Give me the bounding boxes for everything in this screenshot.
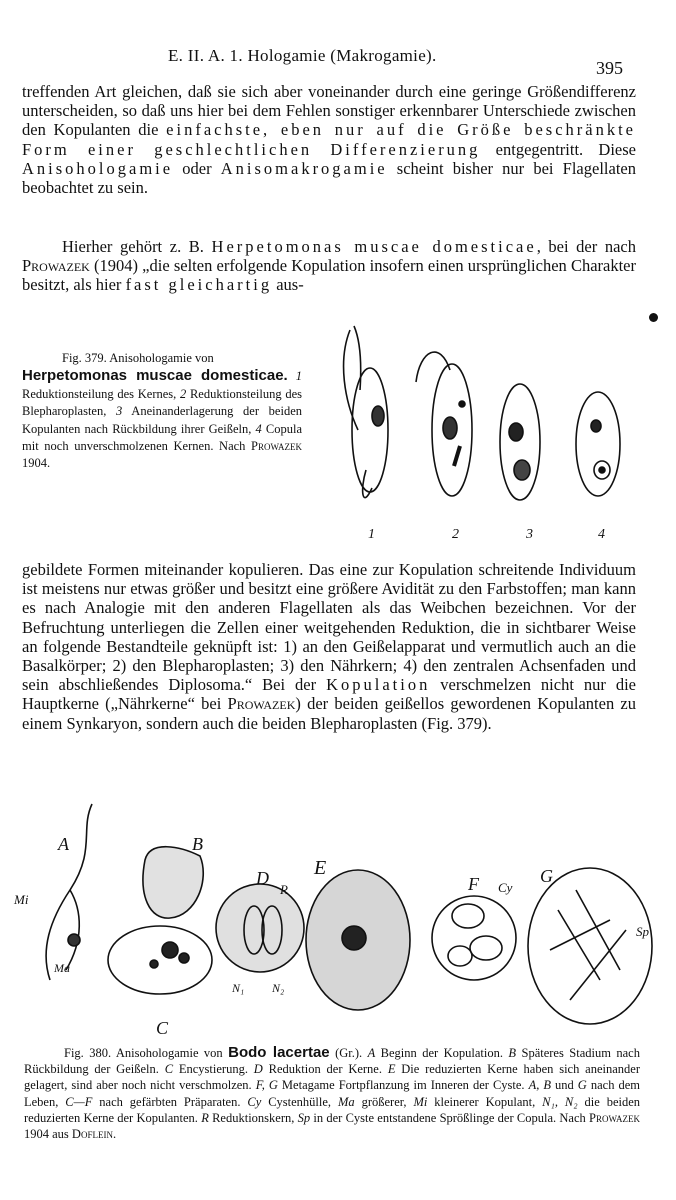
item-number: 3 — [116, 404, 123, 419]
fig379-label-4: 4 — [598, 527, 605, 542]
caption-key: C—F — [65, 1094, 93, 1109]
cell-2-drawing — [416, 352, 472, 496]
caption-key: B — [508, 1046, 517, 1060]
caption-key: A, B — [528, 1078, 551, 1093]
text-run: Reduktionsteilung des Blepharoplasten, — [22, 386, 303, 419]
drawing-B — [143, 847, 203, 918]
text-run: die beiden reduzierten Kerne der Kopulanten. — [24, 1094, 641, 1125]
caption-key: Ma — [337, 1094, 355, 1109]
caption-key: F, G — [255, 1078, 278, 1093]
text-run: Encystierung. — [173, 1062, 254, 1077]
fig380-label-G: G — [540, 866, 553, 886]
paragraph-3 — [22, 560, 636, 733]
cell-1-drawing — [344, 326, 388, 498]
figure-379-illustration — [320, 320, 640, 546]
text-run: 1904. — [22, 456, 51, 471]
text-run: kleinerer Kopulant, — [427, 1094, 543, 1109]
fig380-label-F: F — [468, 874, 479, 894]
drawing-G — [528, 868, 652, 1024]
fig380-label-R: R — [280, 882, 288, 897]
drawing-C — [108, 926, 212, 994]
paragraph-1 — [22, 82, 636, 197]
spaced-term: einfachste, eben nur auf die Größe beschränkte Form einer geschlechtlichen Differenzierung — [22, 120, 636, 159]
caption-key: G — [577, 1078, 587, 1093]
caption-key: A — [367, 1046, 376, 1060]
text-run: (1904) „die selten erfolgende Kopulation insofern einen ursprünglichen Charakter besitzt, als hier — [22, 256, 636, 295]
text-run: Die reduzierten Kerne haben sich aneinander gelagert, sind aber noch nicht verschmolzen. — [24, 1062, 640, 1093]
fig380-label-C: C — [156, 1018, 169, 1038]
figure-number: Fig. 380. Anisohologamie von — [64, 1046, 229, 1060]
fig380-label-E: E — [314, 857, 327, 879]
text-run: Copula mit noch unverschmolzenen Kernen. Nach — [22, 421, 302, 454]
text-run: nach gefärbten Präparaten. — [92, 1094, 248, 1109]
text-run: nach dem Leben, — [24, 1078, 640, 1109]
author-name: Prowazek — [589, 1110, 640, 1125]
fig380-label-Sp: Sp — [636, 924, 649, 939]
text-run: ) der beiden geißellos gewordenen Kopulanten zu einem Synkaryon, sondern auch die beiden Blepharoplasten (Fig. 379). — [22, 694, 636, 733]
figure-380-caption — [24, 1045, 640, 1142]
caption-key: Cy — [247, 1094, 262, 1109]
text-run: gebildete Formen miteinander kopulieren. Das eine zur Kopulation schreitende Individuum ist meistens nur etwas größer und besitzt eine größere Avidität zu den Farbstoffen; man kann es nach Analogie mit den anderen Flagellaten als das Weibchen bezeichnen. Vor der Befruchtung unterliegen die Zellen einer weitgehenden Reduktion, die in sichtbarer Weise an folgende Bestandteile geknüpft ist: 1) an den Geißelapparat und vermutlich auch an die Basalkörper; 2) den Blepharoplasten; 3) den Nährkern; 4) den zentralen Achsenfaden und sein abschließendes Diplosoma.“ Bei der — [22, 560, 636, 695]
text-run: und — [551, 1078, 578, 1093]
text-run: verschmelzen nicht nur die Hauptkerne („Nährkerne“ bei — [22, 675, 636, 714]
text-run: aus- — [272, 275, 304, 295]
text-run: Späteres Stadium nach Rückbildung der Geißeln. — [24, 1046, 640, 1077]
fig380-label-Mi: Mi — [14, 892, 29, 907]
caption-key: Mi — [413, 1094, 428, 1109]
caption-key: E — [387, 1062, 396, 1077]
caption-key: N₁, N₂ — [542, 1094, 578, 1109]
page-header — [0, 40, 676, 78]
text-run: Reduktionsteilung des Kernes, — [22, 386, 180, 401]
text-run: Reduktionskern, — [208, 1110, 298, 1125]
fig380-label-Cy: Cy — [498, 880, 513, 895]
cell-4-drawing — [576, 392, 620, 496]
fig380-label-A: A — [58, 834, 69, 854]
paragraph-2 — [22, 237, 636, 295]
species-name: Bodo lacertae — [228, 1044, 330, 1061]
caption-key: D — [253, 1062, 263, 1077]
text-run: Aneinanderlagerung der beiden Kopulanten nach Rückbildung ihrer Geißeln, — [22, 404, 302, 436]
figure-number: Fig. 379. Anisohologamie von — [62, 351, 214, 365]
spaced-term: Anisomakrogamie — [220, 158, 388, 178]
fig379-label-2: 2 — [452, 527, 459, 542]
species-name: Herpetomonas muscae domesticae. — [22, 367, 288, 385]
text-run: 1904 aus — [24, 1127, 72, 1142]
figure-379-caption — [22, 350, 302, 473]
fig380-label-N1: N₁ — [232, 981, 245, 995]
item-number: 4 — [255, 421, 262, 436]
text-run: oder — [173, 158, 221, 178]
caption-key: C — [164, 1062, 174, 1077]
spaced-term: Herpetomonas muscae domesticae — [211, 237, 537, 256]
spaced-term: Anisohologamie — [22, 158, 174, 178]
drawing-D — [216, 884, 304, 972]
text-run: Metagame Fortpflanzung im Inneren der Cyste. — [277, 1078, 529, 1093]
text-run: (Gr.). — [329, 1046, 368, 1060]
item-number: 1 — [295, 369, 303, 384]
text-run: in der Cyste entstandene Sprößlinge der Copula. Nach — [310, 1110, 590, 1125]
text-run: entgegentritt. Diese — [480, 139, 636, 159]
item-number: 2 — [180, 386, 187, 401]
fig380-label-B: B — [192, 834, 203, 854]
caption-key: Sp — [297, 1110, 311, 1125]
text-run: Beginn der Kopulation. — [375, 1046, 509, 1060]
caption-key: R — [201, 1110, 209, 1125]
spaced-term: Kopulation — [326, 675, 431, 695]
fig379-label-3: 3 — [526, 527, 533, 542]
spaced-term: fast gleichartig — [125, 275, 273, 295]
author-name: Prowazek — [22, 256, 90, 276]
text-run: treffenden Art gleichen, daß sie sich aber voneinander durch eine geringe Größendifferenz unterscheiden, so daß uns hier bei dem Fehlen sonstiger erkennbarer Unterschiede zwischen den Kopulanten die — [22, 82, 636, 140]
fig379-label-1: 1 — [368, 527, 375, 542]
fig380-label-D: D — [256, 868, 269, 888]
text-run: , bei der nach — [536, 237, 637, 256]
fig380-label-N2: N₂ — [272, 981, 285, 995]
fig380-label-Ma: Ma — [54, 961, 70, 975]
drawing-A — [46, 804, 92, 980]
text-run: scheint bisher nur bei Flagellaten beobachtet zu sein. — [22, 158, 636, 198]
cell-3-drawing — [500, 384, 540, 500]
page-number: 395 — [596, 58, 623, 78]
figure-380-illustration — [10, 800, 670, 1040]
drawing-E — [306, 870, 410, 1010]
text-run: Reduktion der Kerne. — [262, 1062, 388, 1077]
text-run: Hierher gehört z. B. — [62, 237, 212, 256]
author-name: Prowazek — [227, 694, 296, 714]
author-name: Doflein — [71, 1127, 113, 1142]
drawing-F — [432, 896, 516, 980]
margin-dot — [649, 313, 658, 322]
text-run: . — [112, 1127, 117, 1142]
running-title: E. II. A. 1. Hologamie (Makrogamie). — [168, 46, 437, 65]
text-run: Cystenhülle, — [261, 1094, 338, 1109]
author-name: Prowazek — [251, 439, 302, 454]
text-run: größerer, — [354, 1094, 414, 1109]
